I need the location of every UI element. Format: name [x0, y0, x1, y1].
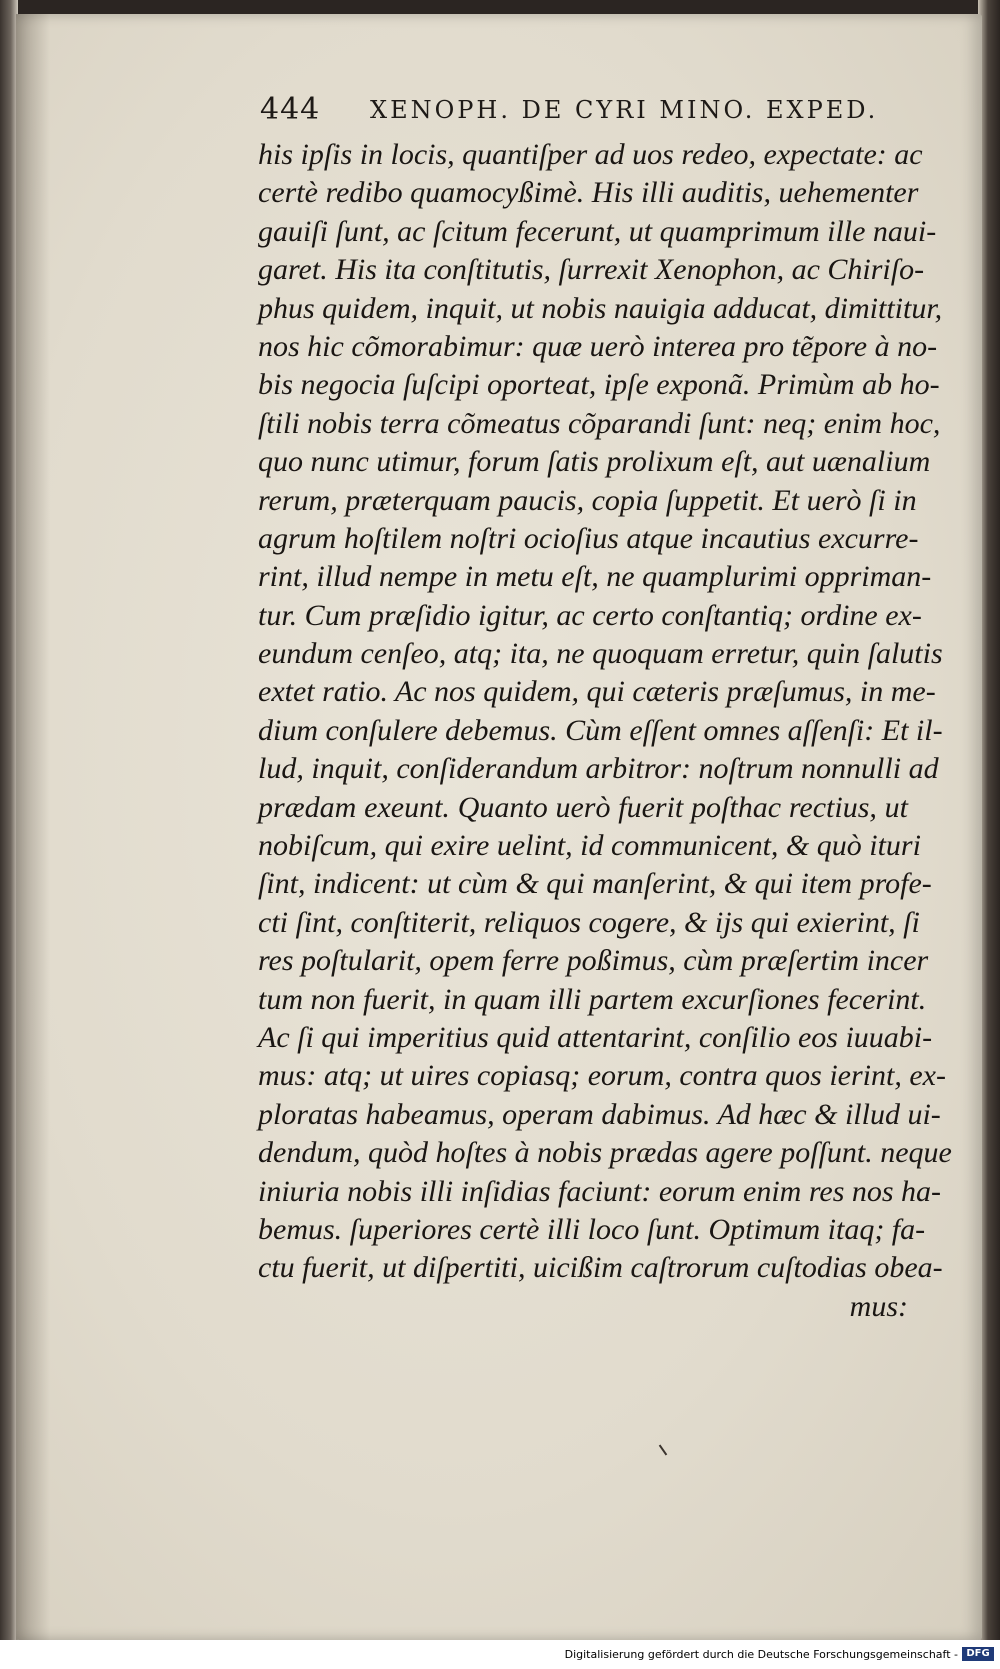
text-line: prædam exeunt. Quanto uerò fuerit poſthac rectius, ut [258, 790, 908, 824]
catchword: mus: [849, 1289, 908, 1323]
text-line: rint, illud nempe in metu eſt, ne quamplurimi oppriman- [258, 560, 932, 594]
body-text [258, 136, 952, 1326]
text-line: gauiſi ſunt, ac ſcitum fecerunt, ut quamprimum ille naui- [258, 214, 937, 248]
text-line: garet. His ita conſtitutis, ſurrexit Xenophon, ac Chiriſo- [258, 253, 925, 287]
text-line: certè redibo quamocyßimè. His illi auditis, uehementer [258, 176, 919, 210]
text-line: bis negocia ſuſcipi oporteat, ipſe exponã. Primùm ab ho- [258, 368, 940, 402]
text-line: mus: atq; ut uires copiasq; eorum, contra quos ierint, ex- [258, 1059, 946, 1093]
text-line: tum non fuerit, in quam illi partem excurſiones fecerint. [258, 982, 927, 1016]
text-line: res poſtularit, opem ferre poßimus, cùm præſertim incer [258, 944, 929, 978]
text-line: quo nunc utimur, forum ſatis prolixum eſt, aut uænalium [258, 445, 931, 479]
text-line: extet ratio. Ac nos quidem, qui cæteris præſumus, in me- [258, 675, 936, 709]
text-line: rerum, præterquam paucis, copia ſuppetit. Et uerò ſi in [258, 483, 917, 517]
text-line: dendum, quòd hoſtes à nobis prædas agere poſſunt. neque [258, 1136, 952, 1170]
text-line: Ac ſi qui imperitius quid attentarint, conſilio eos iuuabi- [258, 1020, 933, 1054]
page-number: 444 [260, 92, 321, 127]
text-line: agrum hoſtilem noſtri ocioſius atque incautius excurre- [258, 521, 919, 555]
text-line: lud, inquit, conſiderandum arbitror: noſtrum nonnulli ad [258, 752, 939, 786]
text-line: his ipſis in locis, quantiſper ad uos redeo, expectate: ac [258, 138, 923, 171]
digitization-footer [0, 1640, 1000, 1669]
text-line: nos hic cõmorabimur: quæ uerò interea pro tẽpore à no- [258, 329, 938, 363]
text-line: ſtili nobis terra cõmeatus cõparandi ſunt: neq; enim hoc, [258, 406, 941, 440]
dfg-logo: DFG [962, 1647, 994, 1661]
text-line: bemus. ſuperiores certè illi loco ſunt. Optimum itaq; fa- [258, 1212, 926, 1246]
text-line: dium conſulere debemus. Cùm eſſent omnes aſſenſi: Et il- [258, 713, 943, 747]
text-line: ploratas habeamus, operam dabimus. Ad hæc & illud ui- [258, 1097, 941, 1131]
gutter-shadow [16, 14, 50, 1640]
text-line: iniuria nobis illi inſidias faciunt: eorum enim res nos ha- [258, 1174, 942, 1208]
text-line: cti ſint, conſtiterit, reliquos cogere, & ijs qui exierint, ſi [258, 905, 920, 939]
text-line: eundum cenſeo, atq; ita, ne quoquam erretur, quin ſalutis [258, 637, 943, 671]
footer-credit: Digitalisierung gefördert durch die Deutsche Forschungsgemeinschaft - [564, 1648, 958, 1661]
text-line: tur. Cum præſidio igitur, ac certo conſtantiq; ordine ex- [258, 598, 922, 632]
page-header [260, 92, 900, 132]
text-line: ſint, indicent: ut cùm & qui manſerint, & qui item profe- [258, 867, 932, 901]
running-head: XENOPH. DE CYRI MINO. EXPED. [370, 96, 879, 124]
text-line: phus quidem, inquit, ut nobis nauigia adducat, dimittitur, [258, 291, 943, 325]
text-line: nobiſcum, qui exire uelint, id communicent, & quò ituri [258, 829, 921, 863]
text-line: ctu fuerit, ut diſpertiti, uicißim caſtrorum cuſtodias obea- [258, 1251, 943, 1285]
